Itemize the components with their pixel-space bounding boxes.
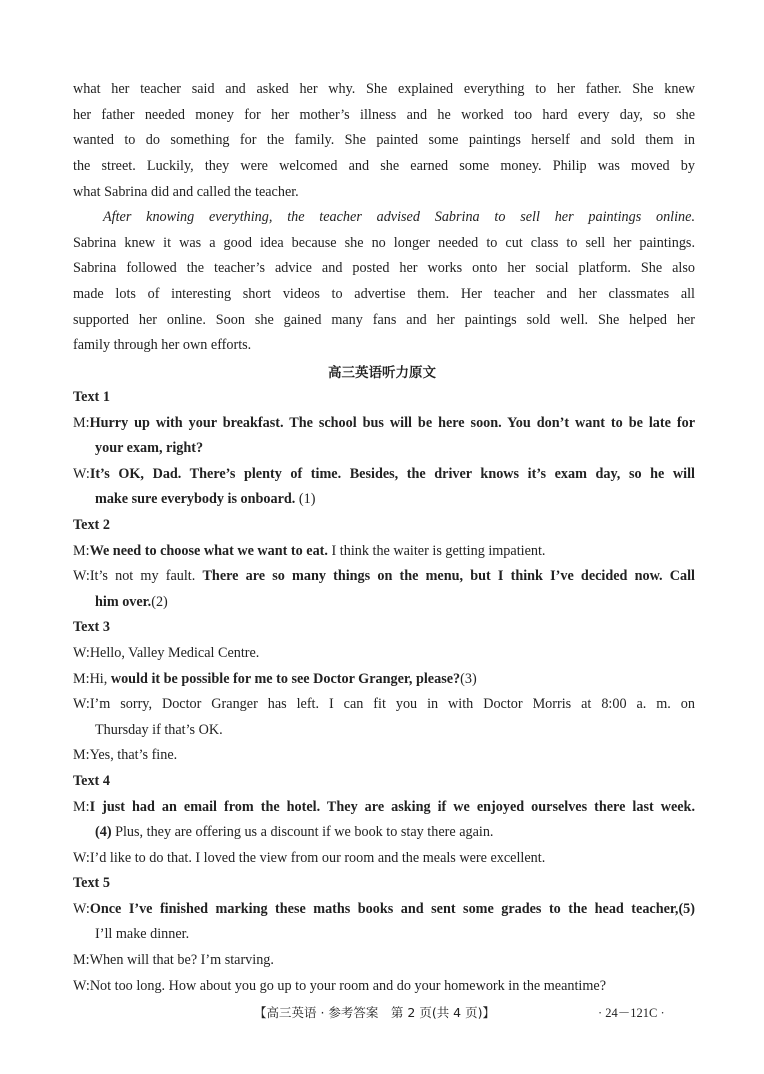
answer-text: Hurry up with your breakfast. The school bus will be here soon. You don’t want to be late for — [89, 414, 695, 431]
script-line — [73, 948, 695, 974]
script-line — [73, 487, 695, 513]
script-text: I’m sorry, Doctor Granger has left. I can fit you in with Doctor Morris at 8:00 a. m. on — [89, 696, 695, 713]
script-line — [73, 564, 695, 590]
listening-script — [73, 385, 695, 999]
speaker: M: — [73, 542, 90, 559]
script-line — [73, 718, 695, 744]
script-line — [73, 436, 695, 462]
script-text: Not too long. How about you go up to your room and do your homework in the meantime? — [89, 977, 607, 994]
document-code: · 24－121C · — [598, 1006, 665, 1020]
script-line — [73, 795, 695, 821]
story-line: Sabrina followed the teacher’s advice and posted her works onto her social platform. She also — [73, 260, 695, 277]
speaker: M: — [73, 747, 90, 764]
question-number: (1) — [298, 491, 316, 508]
script-line — [73, 846, 695, 872]
speaker: M: — [73, 798, 90, 815]
story-line: wanted to do something for the family. She painted some paintings herself and sold them in — [73, 132, 695, 149]
answer-text: I just had an email from the hotel. They are asking if we enjoyed ourselves there last week. — [89, 798, 695, 815]
story-line: the street. Luckily, they were welcomed and she earned some money. Philip was moved by — [73, 158, 695, 175]
speaker: W: — [73, 977, 90, 994]
speaker: W: — [73, 849, 90, 866]
speaker: W: — [73, 644, 90, 661]
script-text: Thursday if that’s OK. — [95, 721, 223, 738]
script-line — [73, 897, 695, 923]
answer-text: would it be possible for me to see Doctor Granger, please? — [110, 670, 461, 687]
script-line — [73, 641, 695, 667]
story-line: supported her online. Soon she gained many fans and her paintings sold well. She helped her — [73, 311, 695, 328]
script-text: I’d like to do that. I loved the view from our room and the meals were excellent. — [89, 849, 546, 866]
story-line: her father needed money for her mother’s illness and he worked too hard every day, so she — [73, 106, 695, 123]
answer-text: your exam, right? — [95, 440, 204, 457]
speaker: W: — [73, 465, 90, 482]
question-number: (2) — [151, 593, 168, 610]
answer-text: Once I’ve finished marking these maths books and sent some grades to the head teacher, — [89, 900, 679, 917]
question-number: (5) — [678, 900, 695, 917]
story-line: made lots of interesting short videos to advertise them. Her teacher and her classmates all — [73, 286, 695, 303]
answer-text: him over. — [95, 593, 152, 610]
speaker: M: — [73, 670, 90, 687]
page-footer: 【高三英语 · 参考答案 第 2 页(共 4 页)】 — [254, 1005, 495, 1020]
script-text: It’s not my fault. — [89, 568, 203, 585]
script-line — [73, 667, 695, 693]
script-line — [73, 539, 695, 565]
script-line — [73, 692, 695, 718]
speaker: W: — [73, 900, 90, 917]
script-line — [73, 922, 695, 948]
answer-text: It’s OK, Dad. There’s plenty of time. Besides, the driver knows it’s exam day, so he will — [89, 465, 695, 482]
answer-text: make sure everybody is onboard. — [95, 491, 296, 508]
script-text: Plus, they are offering us a discount if we book to stay there again. — [111, 824, 494, 841]
text-label: Text 4 — [73, 772, 110, 789]
text-label: Text 2 — [73, 516, 110, 533]
question-number: (4) — [95, 824, 112, 841]
script-line — [73, 590, 695, 616]
script-line — [73, 411, 695, 437]
script-line — [73, 974, 695, 1000]
script-text: Yes, that’s fine. — [89, 747, 178, 764]
script-text: Hi, — [89, 670, 111, 687]
speaker: M: — [73, 952, 90, 969]
script-line — [73, 820, 695, 846]
speaker: W: — [73, 568, 90, 585]
story-line: what her teacher said and asked her why. She explained everything to her father. She knew — [73, 81, 695, 97]
story-paragraph-1 — [73, 77, 695, 205]
script-line — [73, 743, 695, 769]
story-paragraph-2 — [73, 205, 695, 359]
answer-text: There are so many things on the menu, but I think I’ve decided now. Call — [202, 568, 696, 585]
text-label: Text 5 — [73, 875, 110, 892]
text-label: Text 1 — [73, 389, 110, 405]
speaker: M: — [73, 414, 90, 431]
story-line: family through her own efforts. — [73, 337, 252, 354]
section-title: 高三英语听力原文 — [328, 365, 436, 381]
script-text: I’ll make dinner. — [95, 926, 190, 943]
script-line — [73, 462, 695, 488]
story-line-italic: After knowing everything, the teacher advised Sabrina to sell her paintings online. — [103, 209, 695, 225]
story-line: what Sabrina did and called the teacher. — [73, 183, 299, 200]
script-text: Hello, Valley Medical Centre. — [89, 644, 260, 661]
answer-text: We need to choose what we want to eat. — [89, 542, 328, 559]
text-label: Text 3 — [73, 619, 110, 636]
question-number: (3) — [460, 670, 477, 687]
script-text: When will that be? I’m starving. — [89, 952, 274, 969]
story-line: Sabrina knew it was a good idea because she no longer needed to cut class to sell her paintings. — [73, 234, 695, 251]
script-text: I think the waiter is getting impatient. — [327, 542, 546, 559]
speaker: W: — [73, 696, 90, 713]
